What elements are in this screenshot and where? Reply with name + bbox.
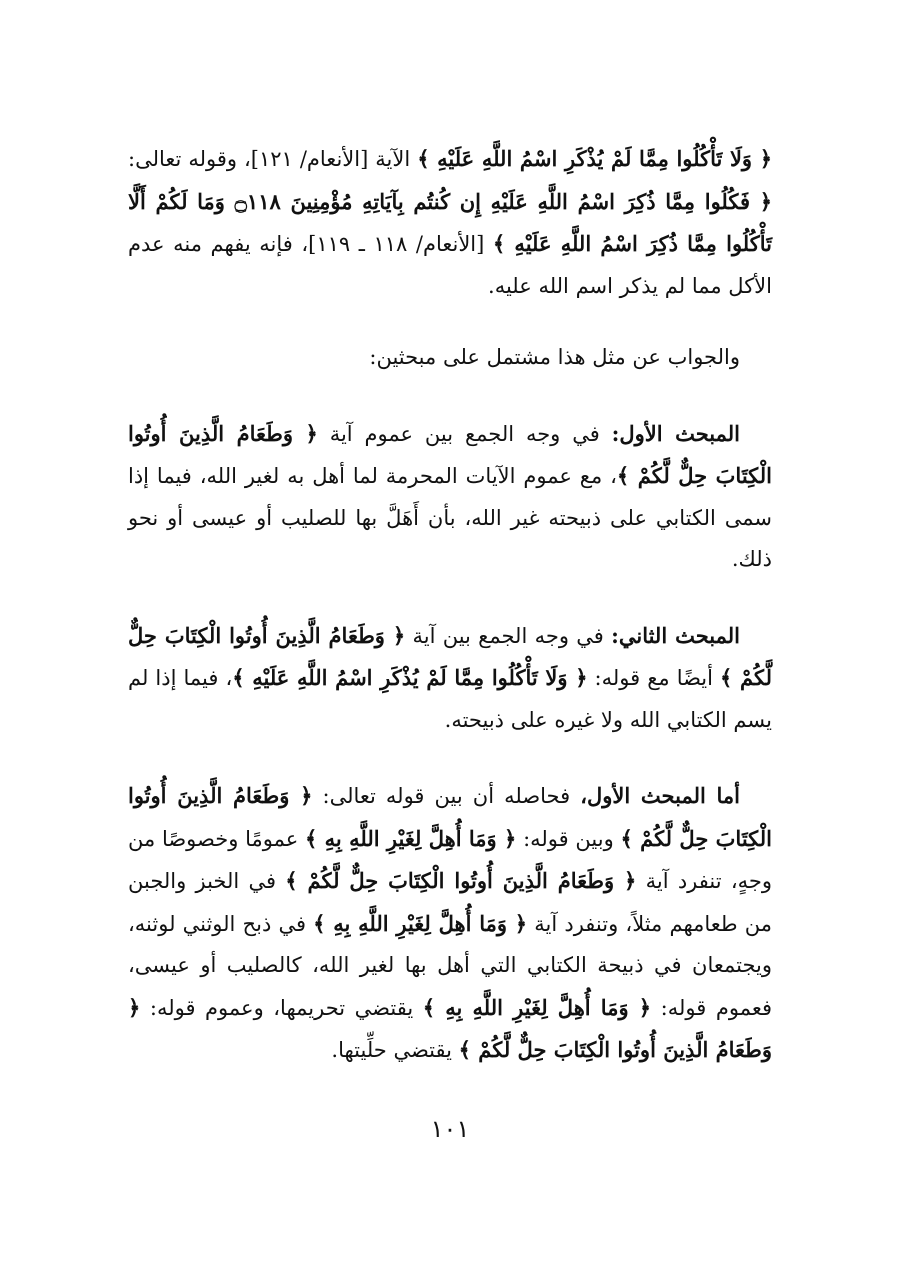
paragraph-first-topic [128, 413, 772, 581]
section-heading: المبحث الثاني: [611, 622, 740, 648]
body-text: يقتضي تحريمها، وعموم قوله: [140, 995, 423, 1020]
quran-quote: ﴿ وَطَعَامُ الَّذِينَ أُوتُوا الْكِتَابَ حِلٌّ لَّكُمْ ﴾ [128, 420, 772, 488]
page-number: ١٠١ [430, 1115, 470, 1143]
body-text: ، فيما إذا لم يسم الكتابي الله ولا غيره على ذبيحته. [128, 666, 772, 732]
quran-quote: ﴿ وَلَا تَأْكُلُوا مِمَّا لَمْ يُذْكَرِ اسْمُ اللَّهِ عَلَيْهِ ﴾ [232, 665, 588, 690]
paragraph-second-topic [128, 615, 772, 742]
paragraph-first-topic-discussion [128, 775, 772, 1072]
quran-quote: ﴿ فَكُلُوا مِمَّا ذُكِرَ اسْمُ اللَّهِ عَلَيْهِ إِن كُنتُم بِآيَاتِهِ مُؤْمِنِينَ ۝١١٨ وَمَا لَكُمْ أَلَّا تَأْكُلُوا مِمَّا ذُكِرَ اسْمُ اللَّهِ عَلَيْهِ ﴾ [128, 188, 772, 256]
body-text: في الخبز والجبن من طعامهم مثلاً، وتنفرد آية [128, 869, 773, 936]
quran-quote: ﴿ وَطَعَامُ الَّذِينَ أُوتُوا الْكِتَابَ حِلٌّ لَّكُمْ ﴾ [128, 622, 772, 690]
section-heading: أما المبحث الأول، [580, 783, 741, 808]
body-text: والجواب عن مثل هذا مشتمل على مبحثين: [369, 345, 740, 369]
quran-quote: ﴿ وَمَا أُهِلَّ لِغَيْرِ اللَّهِ بِهِ ﴾ [313, 910, 528, 936]
section-heading: المبحث الأول: [611, 420, 740, 446]
body-text: الآية [الأنعام/ ١٢١]، وقوله تعالى: [128, 147, 418, 171]
body-text: ، مع عموم الآيات المحرمة لما أهل به لغير الله، فيما إذا سمى الكتابي على ذبيحته غير الله، بأن أَهَلَّ بها للصليب أو عيسى أو نحو ذلك. [128, 464, 772, 571]
body-text: عمومًا وخصوصًا من وجهٍ، تنفرد آية [128, 826, 772, 893]
quran-quote: ﴿ وَطَعَامُ الَّذِينَ أُوتُوا الْكِتَابَ حِلٌّ لَّكُمْ ﴾ [128, 994, 772, 1062]
body-text: [الأنعام/ ١١٨ ـ ١١٩]، فإنه يفهم منه عدم الأكل مما لم يذكر اسم الله عليه. [128, 232, 772, 298]
quran-quote: ﴿ وَلَا تَأْكُلُوا مِمَّا لَمْ يُذْكَرِ اسْمُ اللَّهِ عَلَيْهِ ﴾ [417, 146, 773, 171]
page-body [128, 138, 772, 1106]
body-text: في وجه الجمع بين عموم آية [317, 421, 612, 446]
quran-quote: ﴿ وَمَا أُهِلَّ لِغَيْرِ اللَّهِ بِهِ ﴾ [422, 994, 652, 1020]
body-text: في وجه الجمع بين آية [405, 623, 612, 648]
body-text: أيضًا مع قوله: [587, 666, 721, 690]
body-text: يقتضي حلِّيتها. [331, 1038, 459, 1062]
quran-quote: ﴿ وَطَعَامُ الَّذِينَ أُوتُوا الْكِتَابَ حِلٌّ لَّكُمْ ﴾ [285, 868, 637, 893]
body-text: فحاصله أن بين قوله تعالى: [312, 784, 581, 808]
paragraph-verses-intro [128, 138, 772, 307]
body-text: وبين قوله: [516, 826, 621, 851]
body-text: في ذبح الوثني لوثنه، ويجتمعان في ذبيحة الكتابي التي أهل بها لغير الله، كالصليب أو عيسى، فعموم قوله: [128, 911, 773, 1020]
quran-quote: ﴿ وَطَعَامُ الَّذِينَ أُوتُوا الْكِتَابَ حِلٌّ لَّكُمْ ﴾ [128, 783, 773, 851]
quran-quote: ﴿ وَمَا أُهِلَّ لِغَيْرِ اللَّهِ بِهِ ﴾ [304, 825, 517, 851]
paragraph-answer-intro [128, 337, 772, 379]
